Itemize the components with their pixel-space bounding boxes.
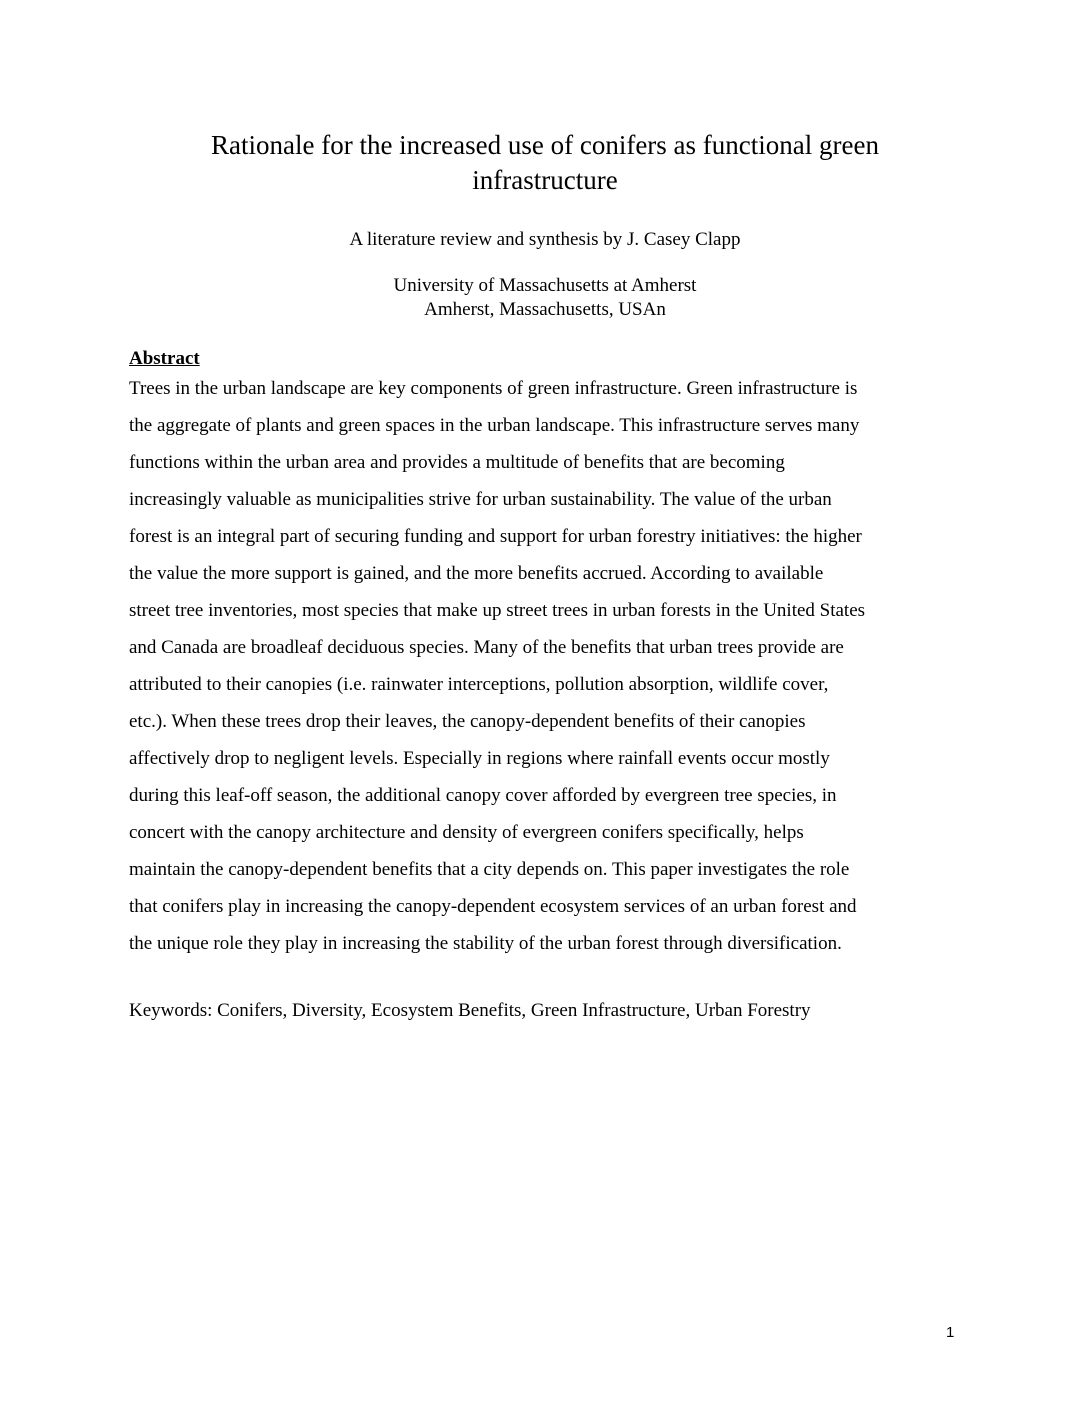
abstract-heading: Abstract <box>129 348 200 369</box>
paper-title-line-1: Rationale for the increased use of conifers as functional green <box>211 130 879 160</box>
page-number: 1 <box>946 1324 955 1341</box>
abstract-line: Trees in the urban landscape are key components of green infrastructure. Green infrastructure is <box>129 378 858 399</box>
abstract-line: the value the more support is gained, and the more benefits accrued. According to available <box>129 563 824 584</box>
abstract-line: affectively drop to negligent levels. Especially in regions where rainfall events occur mostly <box>129 748 830 769</box>
abstract-line: functions within the urban area and provides a multitude of benefits that are becoming <box>129 452 785 473</box>
paper-title <box>140 128 950 198</box>
abstract-line: that conifers play in increasing the canopy-dependent ecosystem services of an urban forest and <box>129 896 857 917</box>
paper-title-line-2: infrastructure <box>472 165 618 195</box>
abstract-line: and Canada are broadleaf deciduous species. Many of the benefits that urban trees provide are <box>129 637 844 658</box>
affiliation-institution: University of Massachusetts at Amherst <box>393 275 697 296</box>
abstract-line: maintain the canopy-dependent benefits that a city depends on. This paper investigates the role <box>129 859 850 880</box>
abstract-line: during this leaf-off season, the additional canopy cover afforded by evergreen tree species, in <box>129 785 837 806</box>
keywords: Keywords: Conifers, Diversity, Ecosystem Benefits, Green Infrastructure, Urban Forestry <box>129 1000 811 1021</box>
abstract-line: concert with the canopy architecture and density of evergreen conifers specifically, helps <box>129 822 804 843</box>
abstract-line: etc.). When these trees drop their leaves, the canopy-dependent benefits of their canopies <box>129 711 806 732</box>
abstract-line: the unique role they play in increasing the stability of the urban forest through diversification. <box>129 933 842 954</box>
abstract-line: street tree inventories, most species that make up street trees in urban forests in the United States <box>129 600 866 621</box>
abstract-body <box>129 370 959 962</box>
abstract-line: increasingly valuable as municipalities strive for urban sustainability. The value of the urban <box>129 489 832 510</box>
author-byline: A literature review and synthesis by J. Casey Clapp <box>349 229 741 250</box>
abstract-line: forest is an integral part of securing funding and support for urban forestry initiatives: the higher <box>129 526 862 547</box>
affiliation-location: Amherst, Massachusetts, USAn <box>424 299 666 320</box>
abstract-line: the aggregate of plants and green spaces in the urban landscape. This infrastructure serves many <box>129 415 860 436</box>
affiliation <box>140 274 950 322</box>
abstract-line: attributed to their canopies (i.e. rainwater interceptions, pollution absorption, wildlife cover, <box>129 674 829 695</box>
